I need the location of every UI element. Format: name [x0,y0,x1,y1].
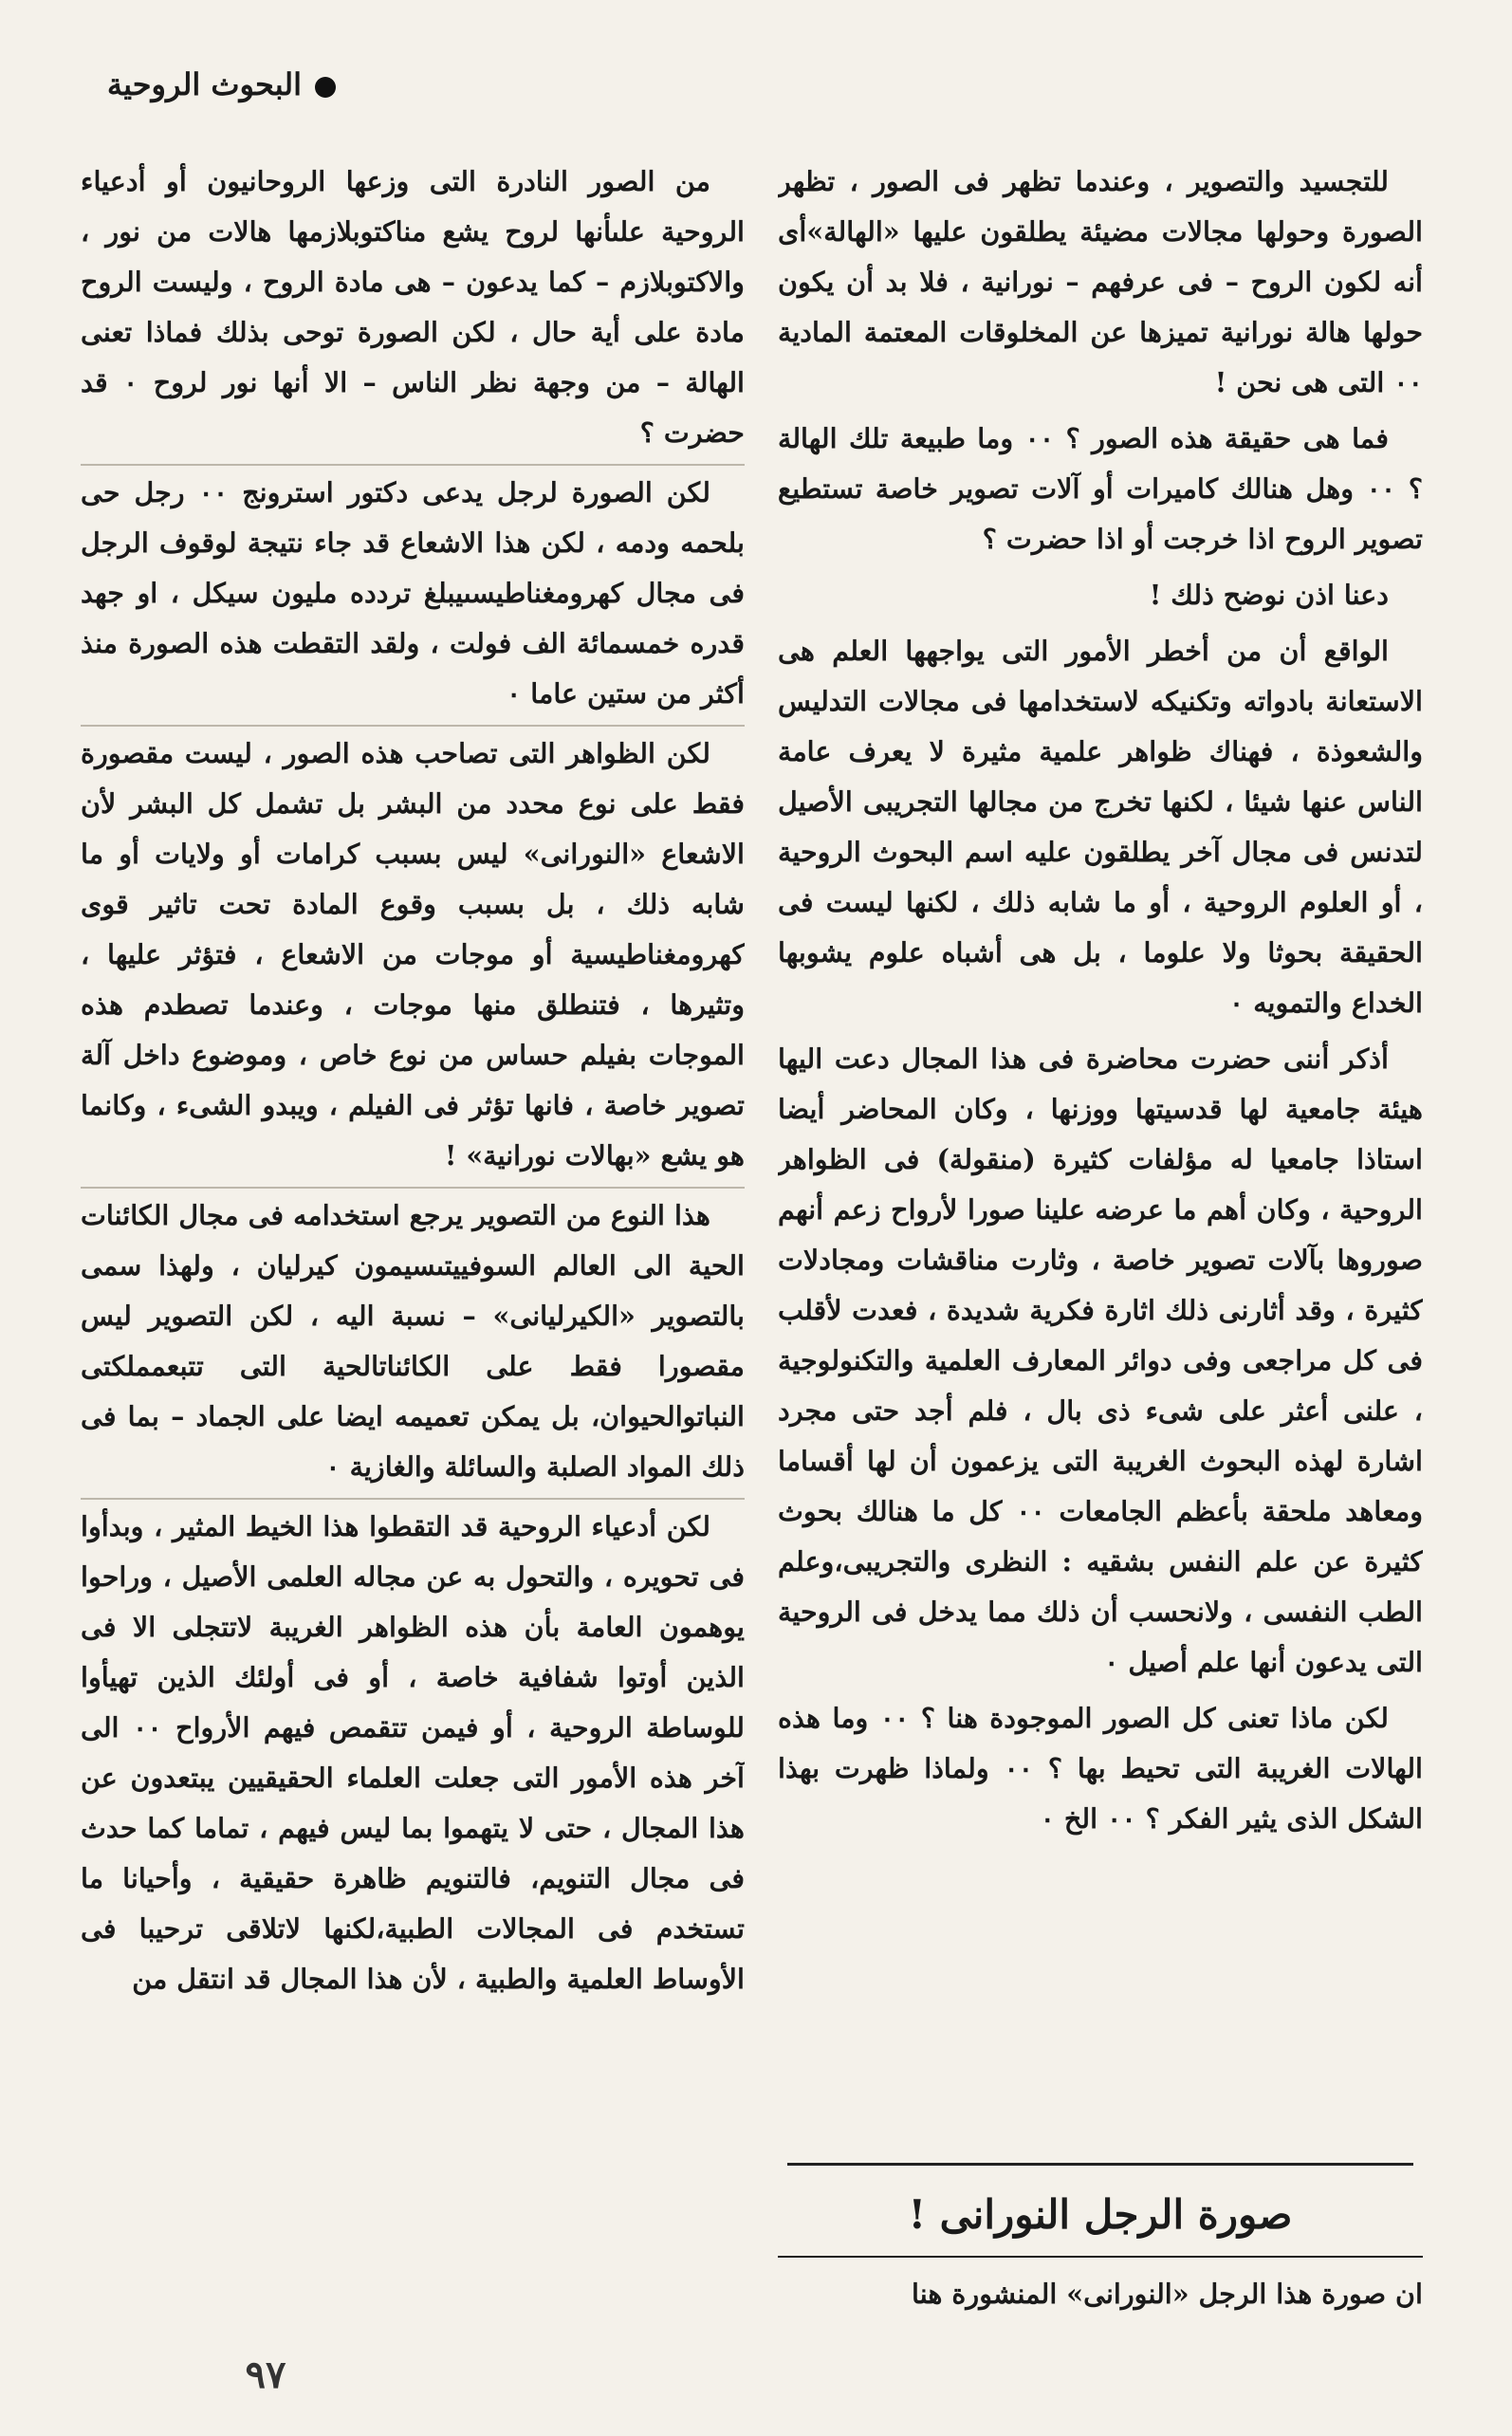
paragraph: لكن أدعياء الروحية قد التقطوا هذا الخيط المثير ، وبدأوا فى تحويره ، والتحول به عن مجاله العلمى الأصيل ، وراحوا يوهمون العامة بأن هذه الظواهر الغريبة لاتتجلى الا فى الذين أوتوا شفافية خاصة ، أو فى أولئك الذين تهيأوا للوساطة الروحية ، أو فيمن تتقمص فيهم الأرواح ٠٠ الى آخر هذه الأمور التى جعلت العلماء الحقيقيين يبتعدون عن هذا المجال ، حتى لا يتهموا بما ليس فيهم ، تماما كما حدث فى مجال التنويم، فالتنويم ظاهرة حقيقية ، وأحيانا ما تستخدم فى المجالات الطبية،لكنها لاتلاقى ترحيبا فى الأوساط العلمية والطبية ، لأن هذا المجال قد انتقل من [81,1498,745,2004]
bullet-icon [315,77,336,98]
paragraph: لكن ماذا تعنى كل الصور الموجودة هنا ؟ ٠٠ وما هذه الهالات الغريبة التى تحيط بها ؟ ٠٠ ولماذا ظهرت بهذا الشكل الذى يثير الفكر ؟ ٠٠ الخ ٠ [778,1702,1423,1835]
intro-line: ان صورة هذا الرجل «النورانى» المنشورة هنا [778,2256,1423,2319]
paragraph: للتجسيد والتصوير ، وعندما تظهر فى الصور ، تظهر الصورة وحولها مجالات مضيئة يطلقون عليها «الهالة»أى أنه لكون الروح – فى عرفهم – نورانية ، فلا بد أن يكون حولها هالة نورانية تميزها عن المخلوقات المعتمة المادية ٠٠ التى هى نحن ! [778,165,1423,398]
paragraph: أذكر أننى حضرت محاضرة فى هذا المجال دعت اليها هيئة جامعية لها قدسيتها ووزنها ، وكان المحاضر أيضا استاذا جامعيا له مؤلفات كثيرة (منقولة) فى الظواهر الروحية ، وكان أهم ما عرضه علينا صورا لأرواح زعم أنهم صوروها بآلات تصوير خاصة ، وثارت مناقشات ومجادلات كثيرة ، وقد أثارنى ذلك اثارة فكرية شديدة ، فعدت لأقلب فى كل مراجعى وفى دوائر المعارف العلمية والتكنولوجية ، علنى أعثر على شىء ذى بال ، فلم أجد حتى مجرد اشارة لهذه البحوث الغريبة التى يزعمون أن لها أقساما ومعاهد ملحقة بأعظم الجامعات ٠٠ كل ما هنالك بحوث كثيرة عن علم النفس بشقيه : النظرى والتجريبى،وعلم الطب النفسى ، ولانحسب أن ذلك مما يدخل فى الروحية التى يدعون أنها علم أصيل ٠ [778,1043,1423,1678]
running-header [32,66,336,102]
paragraph: فما هى حقيقة هذه الصور ؟ ٠٠ وما طبيعة تلك الهالة ؟ ٠٠ وهل هنالك كاميرات أو آلات تصوير خاصة تستطيع تصوير الروح اذا خرجت أو اذا حضرت ؟ [778,422,1423,555]
paragraph: هذا النوع من التصوير يرجع استخدامه فى مجال الكائنات الحية الى العالم السوفييتىسيمون كيرليان ، ولهذا سمى بالتصوير «الكيرليانى» – نسبة اليه ، لكن التصوير ليس مقصورا فقط على الكائناتالحية التى تتبعمملكتى النباتوالحيوان، بل يمكن تعميمه ايضا على الجماد – بما فى ذلك المواد الصلبة والسائلة والغازية ٠ [81,1187,745,1492]
paragraph: الواقع أن من أخطر الأمور التى يواجهها العلم هى الاستعانة بادواته وتكنيكه لاستخدامها فى مجالات التدليس والشعوذة ، فهناك ظواهر علمية مثيرة لا يعرف عامة الناس عنها شيئا ، لكنها تخرج من مجالها التجريبى الأصيل لتدنس فى مجال آخر يطلقون عليه اسم البحوث الروحية ، أو العلوم الروحية ، أو ما شابه ذلك ، لكنها ليست فى الحقيقة بحوثا ولا علوما ، بل هى أشباه علوم يشوبها الخداع والتمويه ٠ [778,635,1423,1019]
left-column [81,157,745,2319]
page-number: ٩٧ [245,2353,286,2397]
paragraph: لكن الظواهر التى تصاحب هذه الصور ، ليست مقصورة فقط على نوع محدد من البشر بل تشمل كل البشر لأن الاشعاع «النورانى» ليس بسبب كرامات أو ولايات أو ما شابه ذلك ، بل بسبب وقوع المادة تحت تاثير قوى كهرومغناطيسية أو موجات من الاشعاع ، فتؤثر عليها ، وتثيرها ، فتنطلق منها موجات ، وعندما تصطدم هذه الموجات بفيلم حساس من نوع خاص ، وموضوع داخل آلة تصوير خاصة ، فانها تؤثر فى الفيلم ، ويبدو الشىء ، وكانما هو يشع «بهالات نورانية» ! [81,725,745,1181]
right-column [778,157,1423,2319]
section-title: البحوث الروحية [106,66,302,102]
section-heading: صورة الرجل النورانى ! [787,2163,1413,2243]
paragraph: لكن الصورة لرجل يدعى دكتور استرونج ٠٠ رجل حى بلحمه ودمه ، لكن هذا الاشعاع قد جاء نتيجة لوقوف الرجل فى مجال كهرومغناطيسىيبلغ تردده مليون سيكل ، او جهد قدره خمسمائة الف فولت ، ولقد التقطت هذه الصورة منذ أكثر من ستين عاما ٠ [81,464,745,719]
paragraph: من الصور النادرة التى وزعها الروحانيون أو أدعياء الروحية علىأنها لروح يشع مناكتوبلازمها هالات من نور ، والاكتوبلازم – كما يدعون – هى مادة الروح ، وليست الروح مادة على أية حال ، لكن الصورة توحى بذلك فماذا تعنى الهالة – من وجهة نظر الناس – الا أنها نور لروح ٠ قد حضرت ؟ [81,165,745,449]
paragraph: دعنا اذن نوضح ذلك ! [1149,579,1389,611]
